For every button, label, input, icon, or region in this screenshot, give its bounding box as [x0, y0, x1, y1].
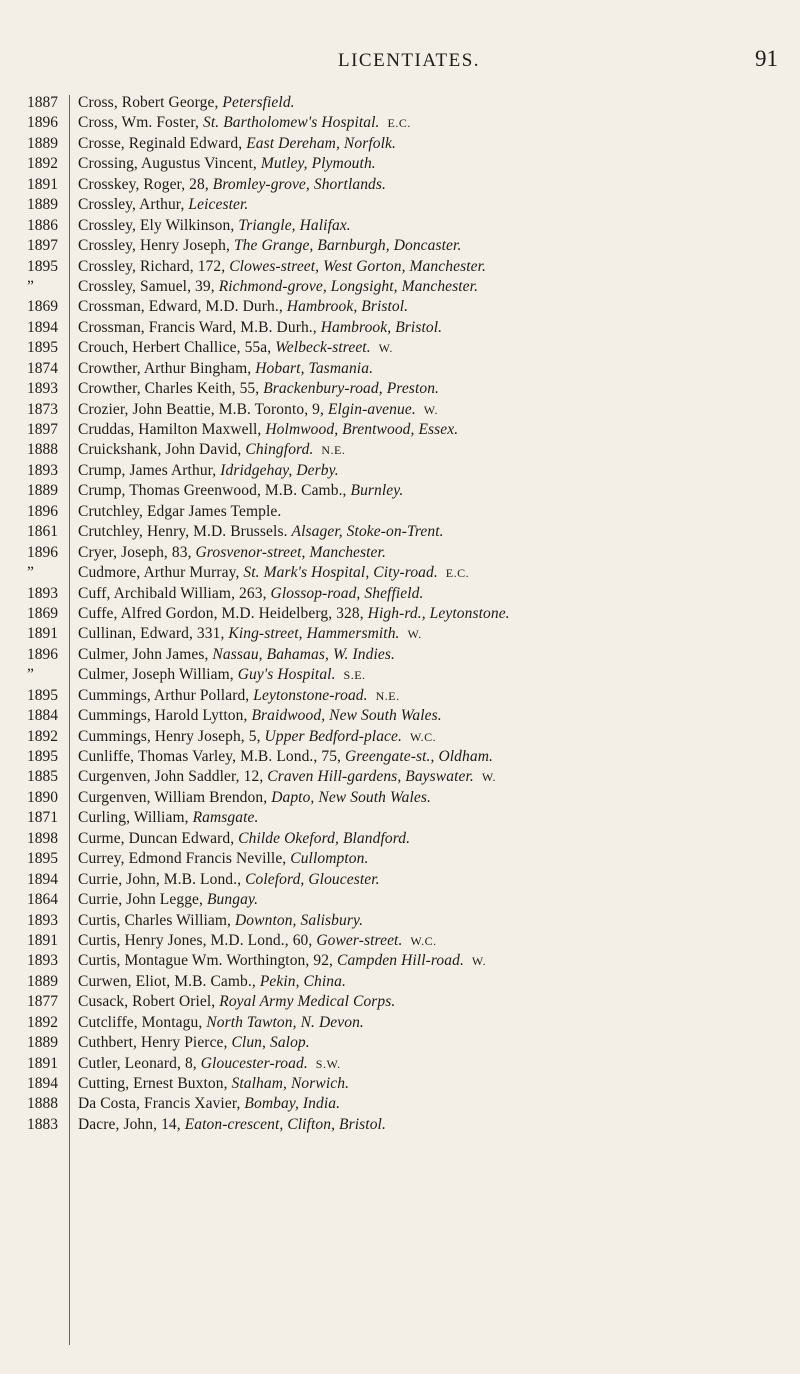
list-item	[0, 112, 800, 132]
entry-name: Cudmore, Arthur Murray,	[78, 564, 244, 582]
entry-year: 1894	[27, 1075, 58, 1092]
entry-year: 1893	[27, 911, 58, 929]
entry-address: Craven Hill-gardens, Bayswater.	[267, 768, 474, 786]
entry-address: Campden Hill-road.	[337, 952, 464, 970]
entry-address: Hobart, Tasmania.	[255, 359, 374, 377]
list-item	[0, 358, 800, 378]
entry-postal-district: W.C.	[410, 933, 437, 948]
list-item	[0, 623, 800, 643]
entry-address: Clowes-street, West Gorton, Manchester.	[229, 257, 486, 275]
entry-year: 1861	[27, 523, 58, 541]
entry-name: Curtis, Charles William,	[78, 911, 236, 929]
list-item	[0, 828, 800, 848]
entry-name: Cuthbert, Henry Pierce,	[78, 1034, 232, 1052]
entry-address: High-rd., Leytonstone.	[367, 604, 510, 622]
entry-year: 1897	[27, 421, 58, 438]
entry-address: Burnley.	[350, 482, 404, 500]
entry-text	[78, 258, 794, 276]
entry-address: Pekin, China.	[259, 972, 346, 990]
entry-name: Cummings, Henry Joseph, 5,	[78, 727, 265, 745]
entry-year: 1894	[27, 870, 58, 888]
list-item	[0, 664, 800, 684]
entry-name: Cutcliffe, Montagu,	[78, 1013, 207, 1031]
entry-address: North Tawton, N. Devon.	[206, 1013, 364, 1031]
list-item	[0, 705, 800, 725]
entry-address: Triangle, Halifax.	[238, 216, 351, 234]
entry-year: 1894	[27, 318, 58, 336]
entry-text	[78, 666, 794, 684]
entry-year: 1887	[27, 94, 58, 111]
entry-address: Nassau, Bahamas, W. Indies.	[212, 645, 395, 663]
entry-year: 1893	[27, 952, 58, 970]
entry-name: Cuffe, Alfred Gordon, M.D. Heidelberg, 328,	[78, 604, 368, 622]
list-item	[0, 337, 800, 357]
entry-name: Curtis, Montague Wm. Worthington, 92,	[78, 952, 338, 970]
entry-year: 1874	[27, 359, 58, 377]
list-item	[0, 746, 800, 766]
entry-year: 1898	[27, 829, 58, 847]
list-item	[0, 419, 800, 439]
page-number: 91	[755, 46, 778, 71]
entry-year: 1893	[27, 461, 58, 479]
entry-year: 1893	[27, 584, 58, 602]
entry-name: Currie, John, M.B. Lond.,	[78, 870, 246, 888]
list-item	[0, 971, 800, 991]
entry-text	[78, 319, 794, 337]
entry-name: Cruickshank, John David,	[78, 441, 246, 459]
entry-text	[78, 217, 794, 235]
entry-address: Richmond-grove, Longsight, Manchester.	[218, 277, 479, 295]
entry-address: Chingford.	[245, 441, 314, 459]
entry-text	[78, 421, 794, 439]
entry-address: Stalham, Norwich.	[231, 1075, 350, 1092]
entry-name: Dacre, John, 14,	[78, 1115, 185, 1133]
entry-year: 1889	[27, 1034, 58, 1052]
entry-name: Currey, Edmond Francis Neville,	[78, 850, 291, 868]
entry-text	[78, 380, 794, 398]
entry-text	[78, 1034, 794, 1052]
entry-year: 1891	[27, 625, 58, 643]
entry-text	[78, 196, 794, 214]
entry-name: Crutchley, Henry, M.D. Brussels.	[78, 523, 292, 541]
entry-text	[78, 789, 794, 807]
list-item	[0, 317, 800, 337]
entry-text	[78, 1095, 794, 1113]
entry-text	[78, 952, 794, 970]
list-item	[0, 766, 800, 786]
entry-text	[78, 360, 794, 378]
entry-name: Curgenven, John Saddler, 12,	[78, 768, 268, 786]
entry-text	[78, 401, 794, 419]
entry-name: Crossley, Henry Joseph,	[78, 237, 234, 255]
entry-year: 1889	[27, 972, 58, 990]
entry-text	[78, 1116, 794, 1134]
entry-name: Cutting, Ernest Buxton,	[78, 1075, 232, 1092]
entry-address: Eaton-crescent, Clifton, Bristol.	[184, 1115, 386, 1133]
entry-name: Crowther, Charles Keith, 55,	[78, 380, 264, 398]
entry-address: East Dereham, Norfolk.	[246, 134, 396, 152]
entry-year: ”	[27, 564, 34, 582]
entry-text	[78, 871, 794, 889]
entry-year: 1896	[27, 502, 58, 520]
entry-address: Childe Okeford, Blandford.	[238, 829, 411, 847]
entry-address: Guy's Hospital.	[237, 666, 336, 684]
entry-name: Crosskey, Roger, 28,	[78, 175, 213, 193]
entry-text	[78, 912, 794, 930]
entry-year: ”	[27, 666, 34, 684]
list-item	[0, 644, 800, 664]
entry-address: Welbeck-street.	[275, 339, 371, 357]
entry-year: 1889	[27, 482, 58, 500]
entry-address: Grosvenor-street, Manchester.	[195, 543, 386, 561]
list-item	[0, 726, 800, 746]
entry-name: Curgenven, William Brendon,	[78, 788, 272, 806]
entry-name: Cross, Wm. Foster,	[78, 114, 203, 132]
entry-text	[78, 1014, 794, 1032]
entry-text	[78, 850, 794, 868]
entry-text	[78, 830, 794, 848]
entry-name: Curwen, Eliot, M.B. Camb.,	[78, 972, 260, 990]
entry-postal-district: E.C.	[387, 116, 411, 131]
entry-text	[78, 605, 794, 623]
entry-postal-district: S.W.	[315, 1056, 341, 1071]
entry-year: 1871	[27, 809, 58, 827]
entry-address: Brackenbury-road, Preston.	[263, 380, 440, 398]
list-item	[0, 92, 800, 112]
page-header	[0, 46, 800, 76]
entry-text	[78, 94, 794, 112]
entry-text	[78, 1075, 794, 1093]
entry-name: Crutchley, Edgar James Temple.	[78, 502, 282, 520]
entry-address: St. Mark's Hospital, City-road.	[243, 564, 438, 582]
list-item	[0, 950, 800, 970]
entry-address: Gower-street.	[316, 931, 403, 949]
list-item	[0, 685, 800, 705]
entry-text	[78, 687, 794, 705]
entry-text	[78, 564, 794, 582]
entry-name: Cummings, Harold Lytton,	[78, 707, 252, 725]
entry-text	[78, 482, 794, 500]
entry-year: 1886	[27, 216, 58, 234]
entry-address: Downton, Salisbury.	[235, 911, 364, 929]
entry-address: Cullompton.	[290, 850, 369, 868]
entry-name: Crouch, Herbert Challice, 55a,	[78, 339, 276, 357]
list-item	[0, 603, 800, 623]
entry-address: Bombay, India.	[244, 1095, 341, 1113]
entry-name: Crossley, Ely Wilkinson,	[78, 216, 239, 234]
entry-text	[78, 298, 794, 316]
entry-address: Bungay.	[206, 891, 259, 909]
entry-year: 1869	[27, 604, 58, 622]
entry-name: Currie, John Legge,	[78, 891, 207, 909]
entry-address: Dapto, New South Wales.	[271, 788, 431, 806]
entry-year: 1896	[27, 114, 58, 132]
list-item	[0, 296, 800, 316]
list-item	[0, 194, 800, 214]
entry-name: Curtis, Henry Jones, M.D. Lond., 60,	[78, 931, 317, 949]
entry-year: 1895	[27, 748, 58, 765]
list-item	[0, 480, 800, 500]
entry-address: Coleford, Gloucester.	[245, 870, 380, 888]
entry-address: Holmwood, Brentwood, Essex.	[265, 421, 459, 438]
entry-postal-district: W.C.	[409, 729, 437, 744]
entry-postal-district: N.E.	[375, 688, 400, 703]
entry-address: Hambrook, Bristol.	[286, 298, 409, 316]
list-item	[0, 378, 800, 398]
entry-year: 1896	[27, 543, 58, 561]
entry-address: Bromley-grove, Shortlands.	[212, 175, 387, 193]
entry-year: 1889	[27, 134, 58, 152]
list-item	[0, 889, 800, 909]
entry-name: Cuff, Archibald William, 263,	[78, 584, 271, 602]
entry-name: Culmer, John James,	[78, 645, 213, 663]
entry-address: King-street, Hammersmith.	[228, 625, 400, 643]
list-item	[0, 1053, 800, 1073]
entry-year: 1884	[27, 707, 58, 725]
list-item	[0, 153, 800, 173]
entry-address: Leytonstone-road.	[253, 686, 368, 704]
entry-text	[78, 176, 794, 194]
entry-address: Upper Bedford-place.	[264, 727, 402, 745]
entry-year: 1895	[27, 339, 58, 357]
list-item	[0, 501, 800, 521]
entry-text	[78, 339, 794, 357]
entry-year: 1864	[27, 891, 58, 909]
entry-name: Crosse, Reginald Edward,	[78, 134, 247, 152]
list-item	[0, 256, 800, 276]
entry-text	[78, 809, 794, 827]
entry-name: Cross, Robert George,	[78, 94, 223, 111]
list-item	[0, 235, 800, 255]
list-item	[0, 1093, 800, 1113]
licentiate-list	[0, 92, 800, 1134]
entry-year: 1892	[27, 1013, 58, 1031]
entry-year: 1889	[27, 196, 58, 214]
entry-address: Gloucester-road.	[200, 1054, 308, 1072]
entry-name: Crossley, Richard, 172,	[78, 257, 230, 275]
list-item	[0, 215, 800, 235]
entry-name: Cryer, Joseph, 83,	[78, 543, 196, 561]
list-item	[0, 807, 800, 827]
entry-text	[78, 728, 794, 746]
list-item	[0, 439, 800, 459]
entry-postal-district: W.	[407, 627, 422, 642]
entry-name: Cruddas, Hamilton Maxwell,	[78, 421, 266, 438]
entry-address: Petersfield.	[222, 94, 295, 111]
entry-year: 1895	[27, 686, 58, 704]
list-item	[0, 1032, 800, 1052]
entry-text	[78, 503, 794, 521]
list-item	[0, 869, 800, 889]
entry-postal-district: S.E.	[343, 668, 366, 683]
entry-text	[78, 585, 794, 603]
entry-text	[78, 646, 794, 664]
entry-name: Cullinan, Edward, 331,	[78, 625, 229, 643]
entry-postal-district: W.	[378, 341, 393, 356]
entry-address: Glossop-road, Sheffield.	[270, 584, 424, 602]
entry-year: 1883	[27, 1115, 58, 1133]
list-item	[0, 1073, 800, 1093]
entry-text	[78, 544, 794, 562]
entry-name: Crump, Thomas Greenwood, M.B. Camb.,	[78, 482, 351, 500]
list-item	[0, 562, 800, 582]
list-item	[0, 399, 800, 419]
entry-year: 1877	[27, 993, 58, 1011]
entry-year: 1891	[27, 175, 58, 193]
list-item	[0, 848, 800, 868]
entry-text	[78, 993, 794, 1011]
entry-address: Elgin-avenue.	[327, 400, 416, 418]
entry-text	[78, 707, 794, 725]
entry-text	[78, 973, 794, 991]
entry-name: Curling, William,	[78, 809, 193, 827]
entry-name: Crossley, Arthur,	[78, 196, 189, 214]
entry-text	[78, 278, 794, 296]
entry-address: Braidwood, New South Wales.	[251, 707, 442, 725]
entry-address: St. Bartholomew's Hospital.	[203, 114, 380, 132]
entry-name: Crump, James Arthur,	[78, 461, 221, 479]
entry-postal-district: W.	[481, 770, 497, 785]
entry-year: 1893	[27, 380, 58, 398]
list-item	[0, 930, 800, 950]
entry-name: Crossley, Samuel, 39,	[78, 277, 219, 295]
list-item	[0, 460, 800, 480]
entry-address: Clun, Salop.	[231, 1034, 310, 1052]
list-item	[0, 1114, 800, 1134]
entry-address: Leicester.	[188, 196, 249, 214]
entry-text	[78, 441, 794, 459]
entry-address: Royal Army Medical Corps.	[219, 993, 396, 1011]
list-item	[0, 910, 800, 930]
entry-name: Crossman, Edward, M.D. Durh.,	[78, 298, 287, 316]
entry-year: 1892	[27, 727, 58, 745]
entry-address: Hambrook, Bristol.	[320, 318, 443, 336]
entry-year: 1885	[27, 768, 58, 786]
entry-name: Cutler, Leonard, 8,	[78, 1054, 201, 1072]
list-item	[0, 276, 800, 296]
entry-year: 1895	[27, 850, 58, 868]
list-item	[0, 787, 800, 807]
list-item	[0, 991, 800, 1011]
list-item	[0, 174, 800, 194]
entry-text	[78, 748, 794, 766]
entry-year: 1869	[27, 298, 58, 316]
entry-name: Crowther, Arthur Bingham,	[78, 359, 256, 377]
entry-year: 1890	[27, 788, 58, 806]
entry-text	[78, 462, 794, 480]
list-item	[0, 1012, 800, 1032]
entry-name: Cunliffe, Thomas Varley, M.B. Lond., 75,	[78, 748, 346, 765]
entry-name: Crossman, Francis Ward, M.B. Durh.,	[78, 318, 321, 336]
entry-text	[78, 523, 794, 541]
entry-name: Da Costa, Francis Xavier,	[78, 1095, 245, 1113]
entry-address: Mutley, Plymouth.	[260, 155, 376, 173]
entry-year: 1892	[27, 155, 58, 173]
entry-text	[78, 135, 794, 153]
entry-text	[78, 1055, 794, 1073]
entry-text	[78, 932, 794, 950]
entry-year: 1891	[27, 1054, 58, 1072]
entry-postal-district: E.C.	[445, 566, 470, 581]
list-item	[0, 521, 800, 541]
entry-year: 1896	[27, 645, 58, 663]
entry-year: 1888	[27, 1095, 58, 1113]
entry-year: 1873	[27, 400, 58, 418]
entry-name: Crozier, John Beattie, M.B. Toronto, 9,	[78, 400, 328, 418]
entry-year: 1891	[27, 931, 58, 949]
entry-postal-district: W.	[471, 954, 487, 969]
entry-year: 1888	[27, 441, 58, 459]
entry-text	[78, 237, 794, 255]
entry-text	[78, 114, 794, 132]
entry-address: Alsager, Stoke-on-Trent.	[291, 523, 444, 541]
entry-text	[78, 768, 794, 786]
entry-text	[78, 625, 794, 643]
entry-year: 1897	[27, 237, 58, 255]
entry-name: Crossing, Augustus Vincent,	[78, 155, 261, 173]
entry-name: Cusack, Robert Oriel,	[78, 993, 220, 1011]
entry-address: Ramsgate.	[192, 809, 259, 827]
entry-address: Greengate-st., Oldham.	[345, 748, 494, 765]
entry-name: Curme, Duncan Edward,	[78, 829, 239, 847]
entry-year: ”	[27, 277, 34, 295]
entry-text	[78, 891, 794, 909]
entry-text	[78, 155, 794, 173]
list-item	[0, 583, 800, 603]
entry-address: The Grange, Barnburgh, Doncaster.	[233, 237, 462, 255]
list-item	[0, 133, 800, 153]
entry-year: 1895	[27, 257, 58, 275]
list-item	[0, 542, 800, 562]
entry-name: Culmer, Joseph William,	[78, 666, 238, 684]
entry-name: Cummings, Arthur Pollard,	[78, 686, 254, 704]
entry-postal-district: N.E.	[321, 443, 346, 458]
entry-address: Idridgehay, Derby.	[220, 461, 339, 479]
entry-postal-district: W.	[423, 402, 438, 417]
running-title: LICENTIATES.	[338, 50, 481, 71]
